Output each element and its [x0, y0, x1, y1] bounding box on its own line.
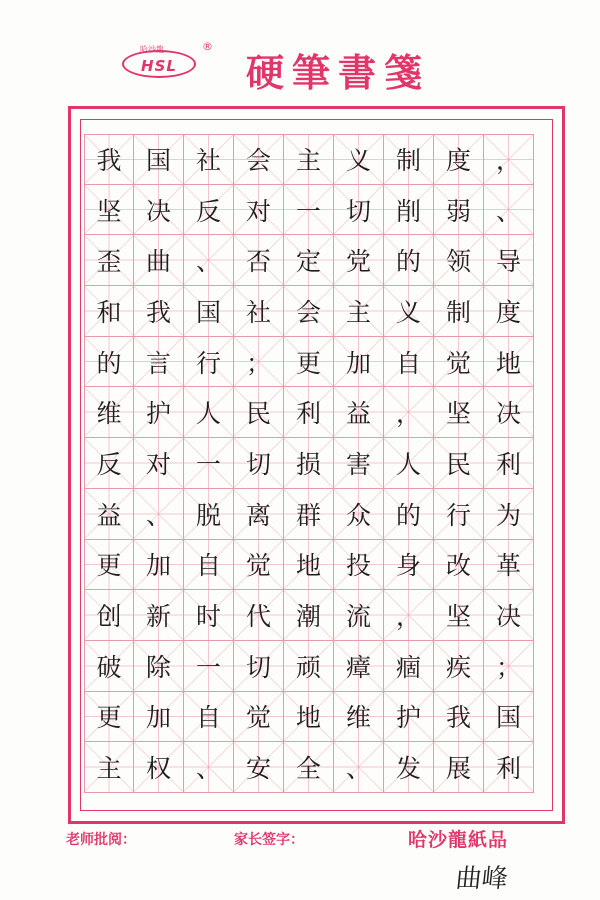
logo-brand-text: HSL: [141, 57, 177, 75]
grid-cell: 坚: [434, 387, 484, 438]
grid-cell: 自: [184, 692, 234, 743]
grid-cell: 党: [334, 235, 384, 286]
grid-cell: 疾: [434, 641, 484, 692]
grid-cell: 、: [334, 742, 384, 793]
grid-cell: 发: [384, 742, 434, 793]
grid-cell: 切: [334, 185, 384, 236]
grid-cell: 对: [134, 438, 184, 489]
grid-cell: 安: [234, 742, 284, 793]
grid-cell: 和: [84, 286, 134, 337]
grid-cell: 代: [234, 590, 284, 641]
grid-cell: 度: [484, 286, 534, 337]
grid-cell: 觉: [234, 692, 284, 743]
grid-cell: 自: [184, 540, 234, 591]
grid-cell: 革: [484, 540, 534, 591]
grid-cell: 制: [434, 286, 484, 337]
grid-cell: 身: [384, 540, 434, 591]
grid-cell: 社: [184, 134, 234, 185]
grid-cell: 损: [284, 438, 334, 489]
grid-cell: 众: [334, 489, 384, 540]
footer: [0, 823, 600, 853]
grid-cell: 离: [234, 489, 284, 540]
writing-grid: [84, 134, 534, 793]
grid-cell: 护: [384, 692, 434, 743]
grid-cell: 的: [84, 337, 134, 388]
grid-cell: 流: [334, 590, 384, 641]
grid-cell: 时: [184, 590, 234, 641]
grid-cell: 觉: [434, 337, 484, 388]
grid-cell: 投: [334, 540, 384, 591]
grid-cell: 脱: [184, 489, 234, 540]
grid-cell: 民: [434, 438, 484, 489]
grid-cell: ，: [384, 590, 434, 641]
grid-cell: 我: [134, 286, 184, 337]
grid-cell: 、: [134, 489, 184, 540]
grid-cell: 决: [484, 387, 534, 438]
grid-cell: 更: [84, 540, 134, 591]
grid-cell: 主: [334, 286, 384, 337]
grid-cell: 会: [284, 286, 334, 337]
grid-cell: 潮: [284, 590, 334, 641]
grid-cell: 曲: [134, 235, 184, 286]
grid-cell: 主: [84, 742, 134, 793]
grid-cell: 的: [384, 489, 434, 540]
grid-cell: 人: [184, 387, 234, 438]
grid-cell: 顽: [284, 641, 334, 692]
grid-cell: 改: [434, 540, 484, 591]
grid-cell: 决: [484, 590, 534, 641]
grid-cell: 更: [84, 692, 134, 743]
grid-cell: ，: [384, 387, 434, 438]
grid-cell: 加: [134, 540, 184, 591]
grid-cell: 害: [334, 438, 384, 489]
grid-cell: 益: [334, 387, 384, 438]
grid-cell: 一: [184, 641, 234, 692]
grid-cell: 瘴: [334, 641, 384, 692]
grid-cell: 行: [434, 489, 484, 540]
grid-cell: 我: [434, 692, 484, 743]
teacher-review-label: 老师批阅：: [66, 832, 136, 848]
grid-cell: 反: [184, 185, 234, 236]
grid-cell: 新: [134, 590, 184, 641]
grid-cell: 地: [284, 540, 334, 591]
grid-cell: 切: [234, 438, 284, 489]
grid-cell: 加: [334, 337, 384, 388]
grid-cell: 国: [184, 286, 234, 337]
grid-cell: 觉: [234, 540, 284, 591]
brand-name: 哈沙龍紙品: [408, 829, 509, 851]
grid-cell: 义: [384, 286, 434, 337]
grid-cell: 坚: [84, 185, 134, 236]
grid-cell: 护: [134, 387, 184, 438]
grid-cell: 痼: [384, 641, 434, 692]
handwritten-signature: 曲峰: [454, 864, 510, 894]
grid-cell: 全: [284, 742, 334, 793]
grid-cell: 展: [434, 742, 484, 793]
grid-cell: 制: [384, 134, 434, 185]
grid-cell: ；: [484, 641, 534, 692]
grid-cell: 歪: [84, 235, 134, 286]
grid-cell: 社: [234, 286, 284, 337]
grid-cell: 定: [284, 235, 334, 286]
grid-cell: 加: [134, 692, 184, 743]
grid-cell: 我: [84, 134, 134, 185]
grid-cell: 权: [134, 742, 184, 793]
grid-cell: 为: [484, 489, 534, 540]
grid-cell: 一: [284, 185, 334, 236]
grid-cell: 破: [84, 641, 134, 692]
grid-cell: 主: [284, 134, 334, 185]
grid-cell: 决: [134, 185, 184, 236]
grid-cell: 会: [234, 134, 284, 185]
grid-cell: 、: [184, 742, 234, 793]
grid-cell: 度: [434, 134, 484, 185]
grid-cell: 义: [334, 134, 384, 185]
parent-signature-label: 家长签字：: [234, 832, 304, 848]
grid-cell: 一: [184, 438, 234, 489]
grid-cell: 否: [234, 235, 284, 286]
grid-cell: 维: [84, 387, 134, 438]
grid-cell: 地: [284, 692, 334, 743]
grid-cell: 行: [184, 337, 234, 388]
grid-cell: 言: [134, 337, 184, 388]
header: [0, 28, 600, 95]
grid-cell: ；: [234, 337, 284, 388]
grid-cell: 群: [284, 489, 334, 540]
grid-cell: 地: [484, 337, 534, 388]
grid-cell: 弱: [434, 185, 484, 236]
grid-cell: 利: [284, 387, 334, 438]
grid-cell: ，: [484, 134, 534, 185]
grid-cell: 维: [334, 692, 384, 743]
registered-mark: ®: [202, 40, 213, 53]
grid-cell: 益: [84, 489, 134, 540]
grid-cell: 领: [434, 235, 484, 286]
grid-cell: 坚: [434, 590, 484, 641]
grid-cell: 、: [484, 185, 534, 236]
grid-cell: 除: [134, 641, 184, 692]
grid-cell: 国: [134, 134, 184, 185]
grid-cell: 对: [234, 185, 284, 236]
grid-cell: 国: [484, 692, 534, 743]
grid-cell: 更: [284, 337, 334, 388]
grid-cell: 、: [184, 235, 234, 286]
grid-cell: 切: [234, 641, 284, 692]
page-title: 硬筆書箋: [246, 50, 431, 95]
grid-cell: 导: [484, 235, 534, 286]
grid-cell: 人: [384, 438, 434, 489]
grid-cell: 反: [84, 438, 134, 489]
grid-cell: 创: [84, 590, 134, 641]
grid-cell: 自: [384, 337, 434, 388]
grid-cell: 的: [384, 235, 434, 286]
grid-cell: 民: [234, 387, 284, 438]
grid-cell: 利: [484, 742, 534, 793]
logo-tagline: 哈沙龍: [140, 45, 164, 54]
grid-cell: 削: [384, 185, 434, 236]
grid-cell: 利: [484, 438, 534, 489]
